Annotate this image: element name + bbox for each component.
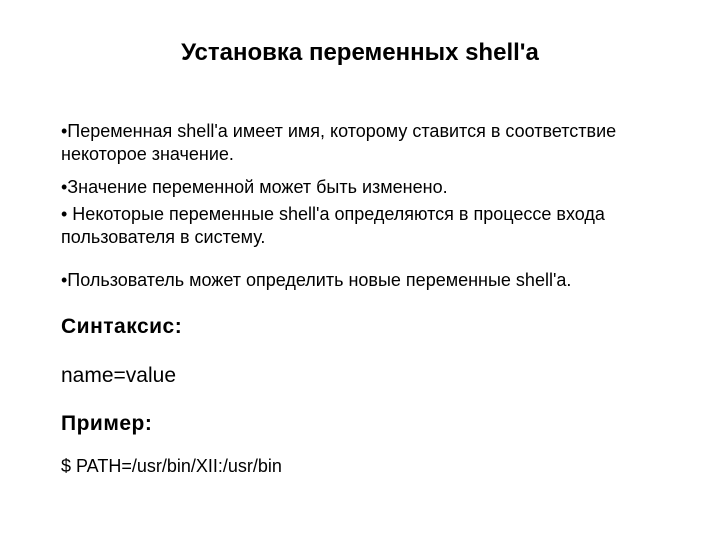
bullet-item: •Переменная shell'a имеет имя, которому ставится в соответствие некоторое значение. bbox=[61, 121, 617, 164]
bullet-item: •Пользователь может определить новые переменные shell'a. bbox=[61, 270, 572, 290]
example-heading: Пример: bbox=[61, 412, 153, 435]
bullet-item: •Значение переменной может быть изменено. bbox=[61, 177, 448, 197]
syntax-value: name=value bbox=[61, 364, 176, 387]
slide-title: Установка переменных shell'a bbox=[181, 39, 539, 66]
example-command: $ PATH=/usr/bin/XII:/usr/bin bbox=[61, 456, 282, 476]
bullet-item: • Некоторые переменные shell'a определяются в процессе входа пользователя в систему. bbox=[61, 204, 605, 247]
syntax-heading: Синтаксис: bbox=[61, 315, 183, 338]
